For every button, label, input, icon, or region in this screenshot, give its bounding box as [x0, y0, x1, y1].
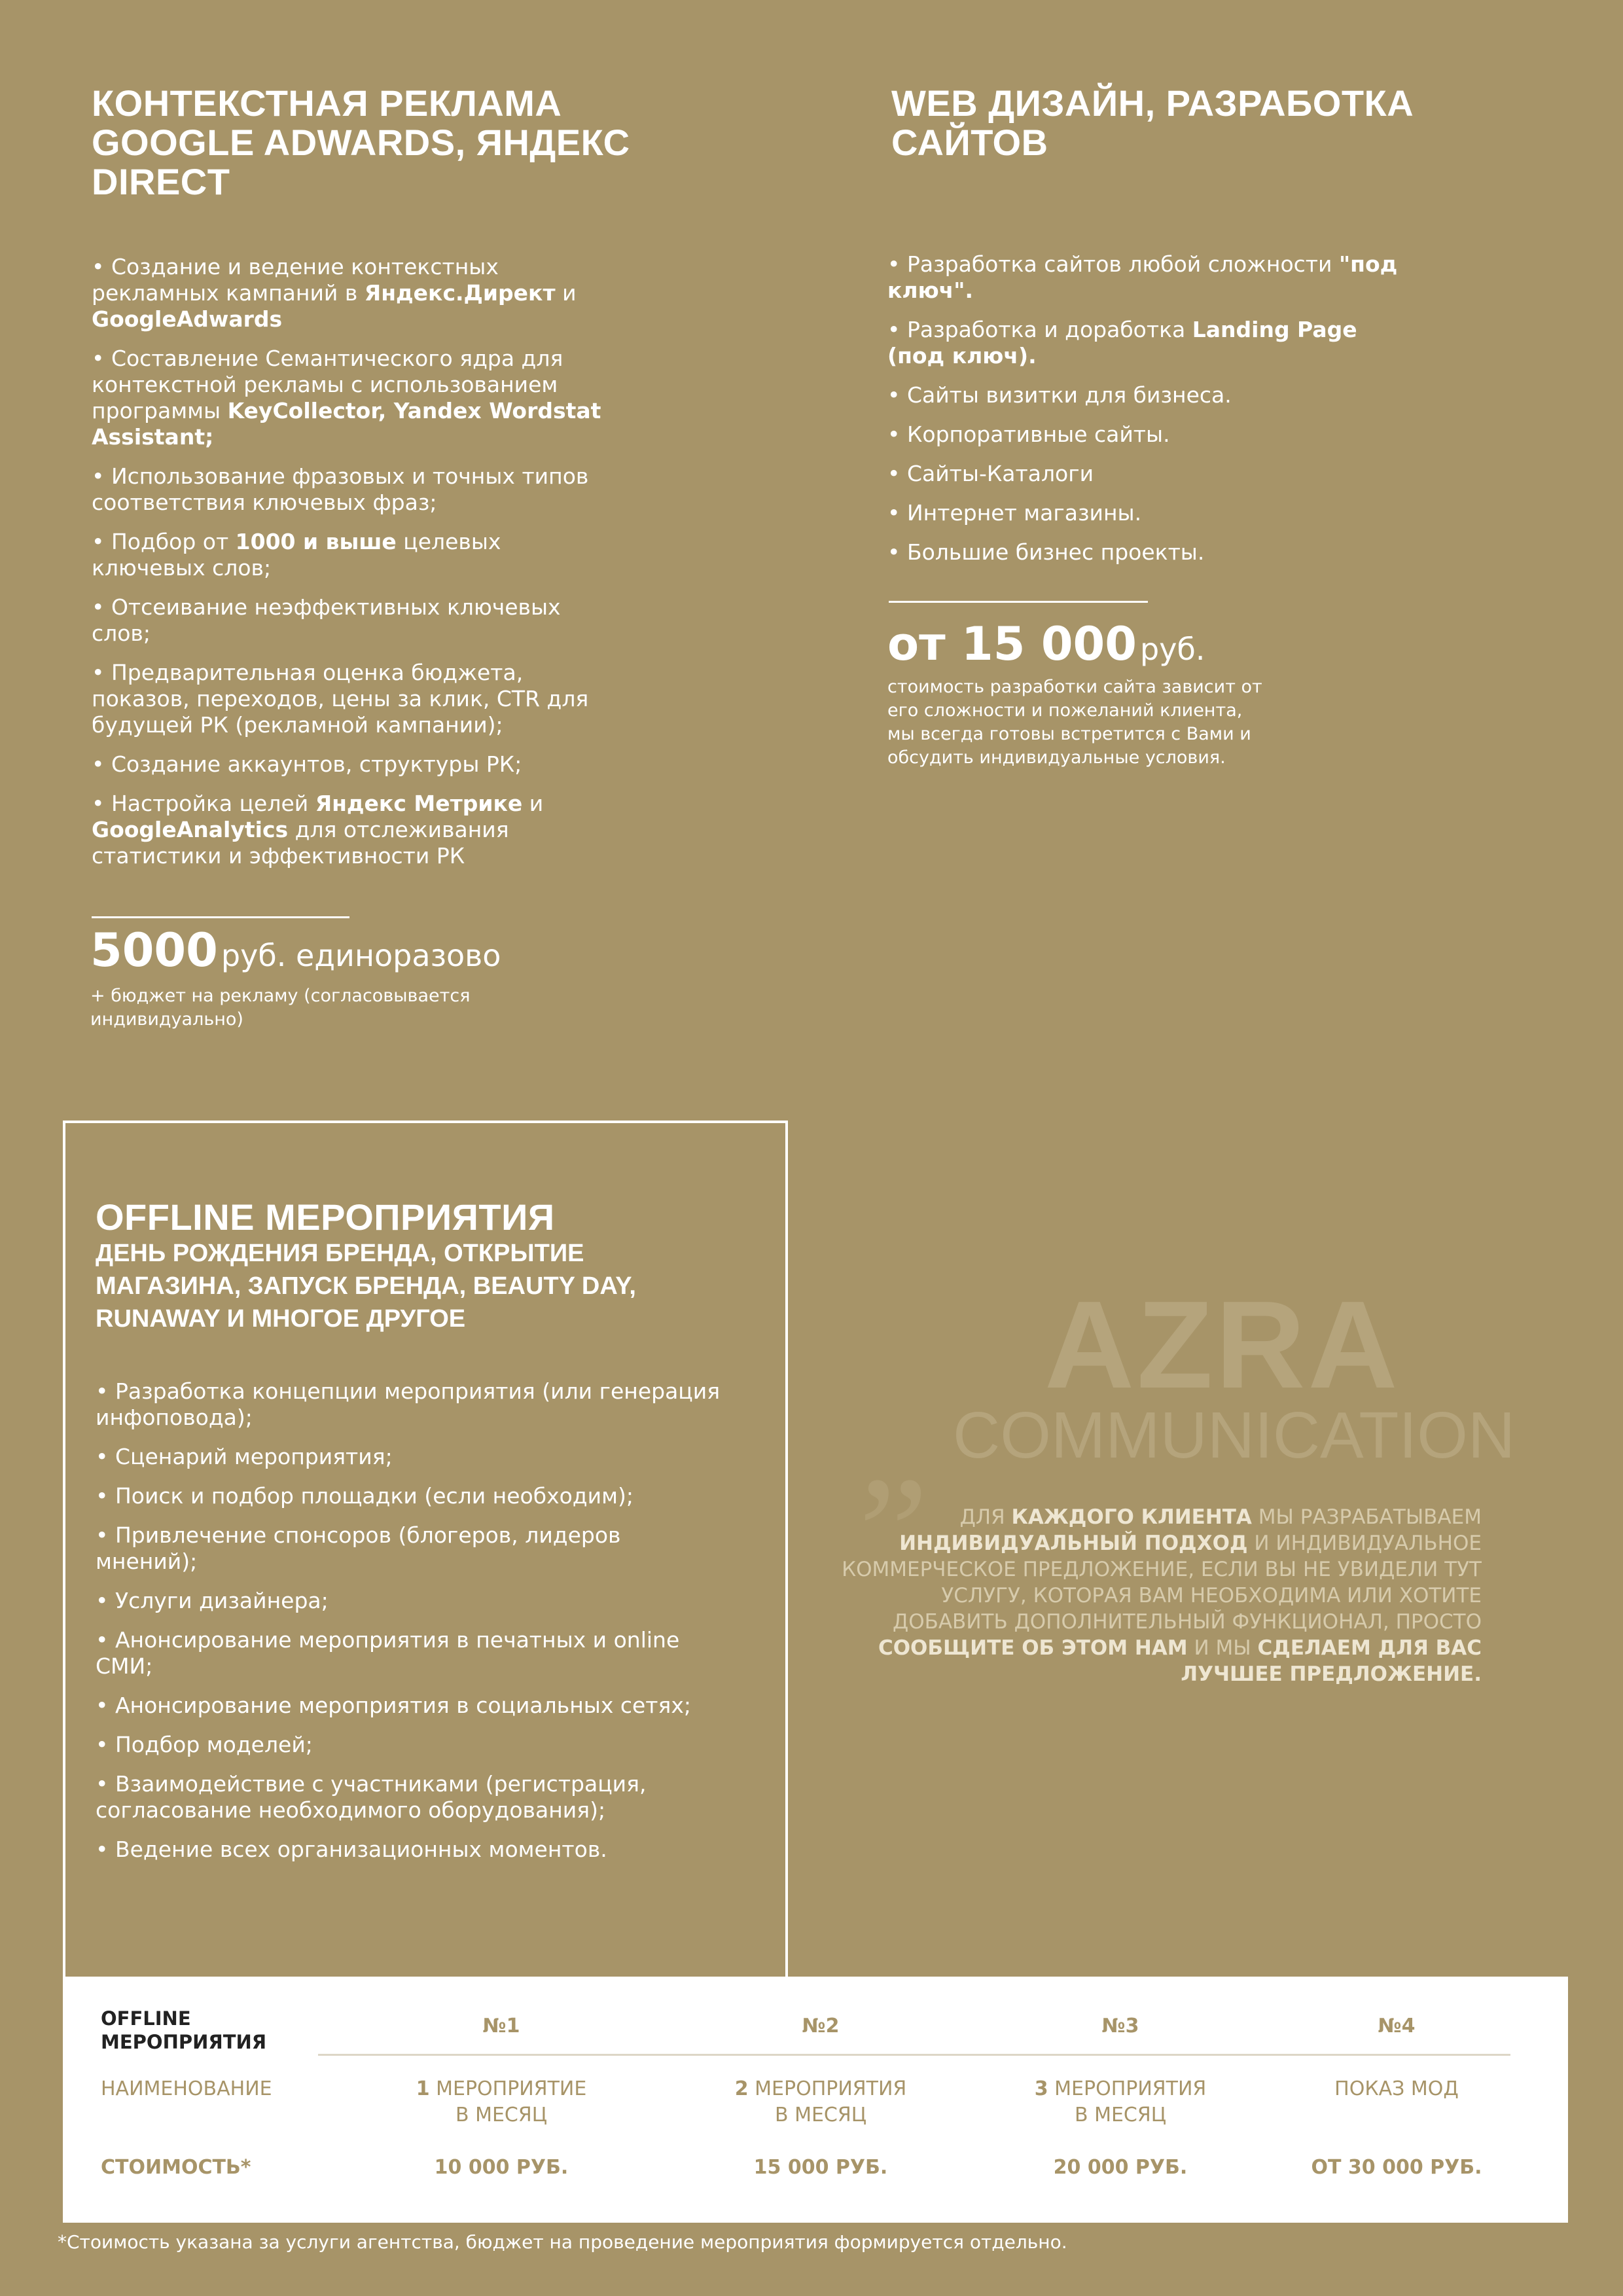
list-item: • Подбор моделей;	[96, 1732, 313, 1757]
list-item: • Корпоративные сайты.	[887, 422, 1170, 447]
watermark-logo-azra: AZRA	[1044, 1276, 1400, 1414]
list-item: • Разработка и доработка Landing Page (под ключ).	[887, 317, 1357, 368]
list-item: • Использование фразовых и точных типов соответствия ключевых фраз;	[92, 463, 589, 515]
table-cell-price: 15 000 РУБ.	[753, 2156, 888, 2179]
list-item: • Создание аккаунтов, структуры РК;	[92, 751, 522, 777]
list-item: • Предварительная оценка бюджета, показов, переходов, цены за клик, CTR для будущей РК (рекламной кампании);	[92, 660, 589, 738]
price-amount: от 15 000	[887, 617, 1137, 671]
list-item: • Отсеивание неэффективных ключевых слов;	[92, 594, 561, 646]
table-col-header: №3	[1101, 2015, 1139, 2037]
price-unit: руб. единоразово	[221, 938, 501, 973]
price-note: стоимость разработки сайта зависит от его сложности и пожеланий клиента, мы всегда готовы встретится с Вами и обсудить индивидуальные условия.	[887, 677, 1262, 768]
list-item: • Ведение всех организационных моментов.	[96, 1837, 607, 1862]
table-cell-name: 2 МЕРОПРИЯТИЯ В МЕСЯЦ	[734, 2077, 907, 2126]
table-divider	[318, 2054, 1510, 2056]
web-design-title: WEB ДИЗАЙН, РАЗРАБОТКА САЙТОВ	[891, 82, 1414, 163]
table-col-header: №2	[802, 2015, 840, 2037]
table-col-header: №4	[1378, 2015, 1416, 2037]
quote-text: ДЛЯ КАЖДОГО КЛИЕНТА МЫ РАЗРАБАТЫВАЕМ ИНДИВИДУАЛЬНЫЙ ПОДХОД И ИНДИВИДУАЛЬНОЕ КОММЕРЧЕСКОЕ ПРЕДЛОЖЕНИЕ, ЕСЛИ ВЫ НЕ УВИДЕЛИ ТУТ УСЛУГУ, КОТОРАЯ ВАМ НЕОБХОДИМА ИЛИ ХОТИТЕ ДОБАВИТЬ ДОПОЛНИТЕЛЬНЫЙ ФУНКЦИОНАЛ, ПРОСТО СООБЩИТЕ ОБ ЭТОМ НАМ И МЫ СДЕЛАЕМ ДЛЯ ВАС ЛУЧШЕЕ ПРЕДЛОЖЕНИЕ.	[842, 1505, 1482, 1686]
list-item: • Взаимодействие с участниками (регистрация, согласование необходимого оборудования);	[96, 1771, 647, 1823]
context-ads-price	[90, 924, 501, 977]
price-unit: руб.	[1140, 632, 1205, 667]
offline-list	[96, 1378, 724, 1876]
list-item: • Поиск и подбор площадки (если необходим);	[96, 1483, 633, 1509]
list-item: • Составление Семантического ядра для контекстной рекламы с использованием программы KeyCollector, Yandex Wordstat Assistant;	[92, 346, 601, 450]
table-row-label-price: СТОИМОСТЬ*	[101, 2156, 251, 2179]
offline-subtitle: ДЕНЬ РОЖДЕНИЯ БРЕНДА, ОТКРЫТИЕ МАГАЗИНА, ЗАПУСК БРЕНДА, BEAUTY DAY, RUNAWAY И МНОГОЕ ДРУГОЕ	[96, 1240, 636, 1333]
table-cell-name: 3 МЕРОПРИЯТИЯ В МЕСЯЦ	[1034, 2077, 1207, 2126]
watermark-logo-communication: COMMUNICATION	[953, 1399, 1516, 1472]
list-item: • Разработка концепции мероприятия (или генерация инфоповода);	[96, 1378, 721, 1430]
list-item: • Интернет магазины.	[887, 500, 1142, 526]
list-item: • Настройка целей Яндекс Метрике и GoogleAnalytics для отслеживания статистики и эффективности РК	[92, 791, 544, 869]
list-item: • Услуги дизайнера;	[96, 1588, 329, 1613]
list-item: • Большие бизнес проекты.	[887, 539, 1205, 565]
table-corner-label: OFFLINE МЕРОПРИЯТИЯ	[101, 2007, 267, 2053]
price-amount: 5000	[90, 924, 218, 977]
divider	[92, 916, 349, 918]
list-item: • Создание и ведение контекстных рекламных кампаний в Яндекс.Директ и GoogleAdwards	[92, 254, 577, 332]
table-cell-name: ПОКАЗ МОД	[1334, 2077, 1459, 2100]
list-item: • Разработка сайтов любой сложности "под ключ".	[887, 251, 1398, 303]
web-design-price	[887, 618, 1205, 670]
list-item: • Сайты визитки для бизнеса.	[887, 382, 1232, 408]
offline-title: OFFLINE МЕРОПРИЯТИЯ	[96, 1196, 555, 1238]
divider	[889, 601, 1148, 603]
list-item: • Сайты-Каталоги	[887, 461, 1094, 486]
table-row-label-name: НАИМЕНОВАНИЕ	[101, 2077, 272, 2100]
context-ads-title: КОНТЕКСТНАЯ РЕКЛАМА GOOGLE ADWARDS, ЯНДЕКС DIRECT	[92, 82, 630, 202]
table-col-header: №1	[482, 2015, 520, 2037]
list-item: • Подбор от 1000 и выше целевых ключевых слов;	[92, 529, 501, 581]
list-item: • Сценарий мероприятия;	[96, 1444, 393, 1469]
table-cell-price: 10 000 РУБ.	[434, 2156, 569, 2179]
pricing-table	[63, 1977, 1568, 2223]
table-cell-price: 20 000 РУБ.	[1053, 2156, 1188, 2179]
quote-icon: ”	[859, 1444, 929, 1619]
list-item: • Привлечение спонсоров (блогеров, лидеров мнений);	[96, 1522, 621, 1574]
table-cell-price: ОТ 30 000 РУБ.	[1311, 2156, 1482, 2179]
web-design-list	[887, 251, 1398, 579]
table-cell-name: 1 МЕРОПРИЯТИЕ В МЕСЯЦ	[416, 2077, 587, 2126]
price-note: + бюджет на рекламу (согласовывается индивидуально)	[90, 986, 471, 1030]
list-item: • Анонсирование мероприятия в печатных и online СМИ;	[96, 1627, 680, 1679]
context-ads-list	[92, 254, 602, 882]
list-item: • Анонсирование мероприятия в социальных сетях;	[96, 1693, 692, 1718]
footnote: *Стоимость указана за услуги агентства, бюджет на проведение мероприятия формируется отдельно.	[58, 2231, 1067, 2253]
